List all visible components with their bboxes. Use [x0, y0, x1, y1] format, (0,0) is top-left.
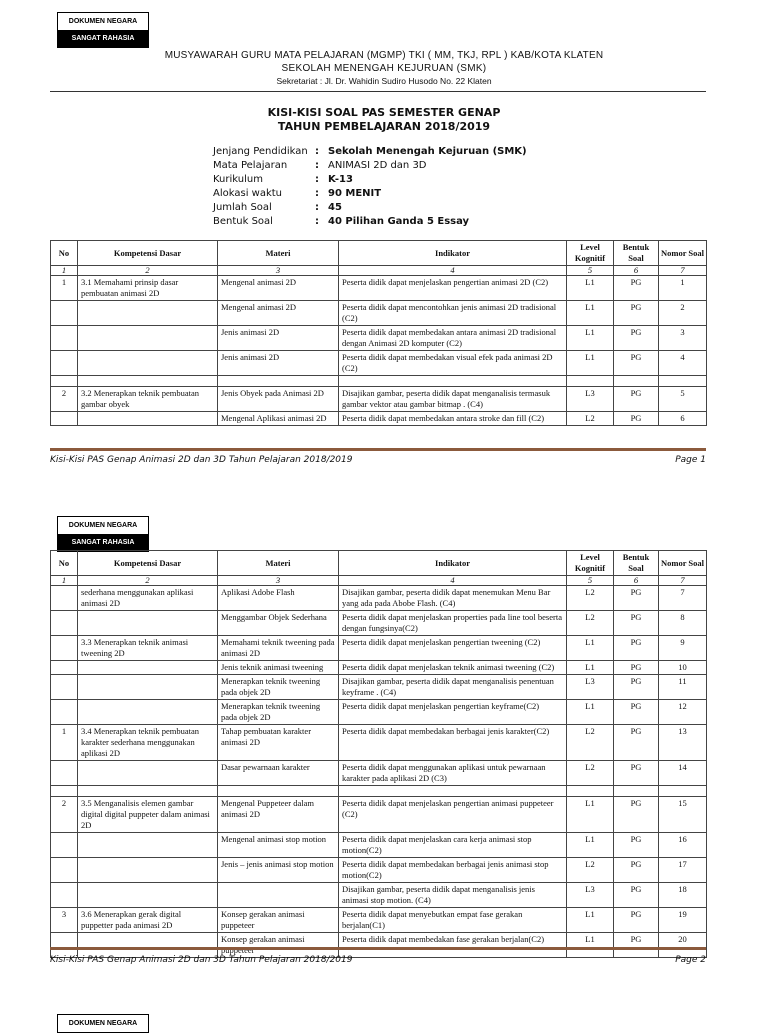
table-row [51, 586, 707, 611]
stamp-line-2: SANGAT RAHASIA [58, 30, 148, 47]
meta-row [213, 187, 527, 201]
cell-nomor: 20 [659, 933, 707, 958]
cell-kd: 3.2 Menerapkan teknik pembuatan gambar obyek [78, 387, 218, 412]
cell-level: L3 [567, 387, 614, 412]
table-row [51, 761, 707, 786]
cell-materi: Konsep gerakan animasi puppeteer [218, 908, 339, 933]
meta-block [213, 145, 527, 229]
stamp-line-1: DOKUMEN NEGARA [58, 13, 148, 30]
cell-nomor: 16 [659, 833, 707, 858]
table-row [51, 611, 707, 636]
cell-no [51, 675, 78, 700]
cell-level: L1 [567, 833, 614, 858]
document-stamp [57, 12, 149, 48]
col-bentuk: Bentuk Soal [614, 241, 659, 266]
meta-key: Jenjang Pendidikan [213, 146, 308, 157]
cell-level: L1 [567, 797, 614, 833]
cell-bentuk: PG [614, 883, 659, 908]
header-address: Sekretariat : Jl. Dr. Wahidin Sudiro Husodo No. 22 Klaten [276, 76, 492, 86]
footer-title: Kisi-Kisi PAS Genap Animasi 2D dan 3D Tahun Pelajaran 2018/2019 [50, 955, 353, 965]
cell-indikator: Peserta didik dapat membedakan visual efek pada animasi 2D (C2) [339, 351, 567, 376]
cell-bentuk: PG [614, 675, 659, 700]
cell-no [51, 833, 78, 858]
cell-materi: Jenis Obyek pada Animasi 2D [218, 387, 339, 412]
cell-nomor: 3 [659, 326, 707, 351]
cell-no [51, 933, 78, 958]
cell-bentuk: PG [614, 908, 659, 933]
cell-level: L1 [567, 326, 614, 351]
cell-kd [78, 301, 218, 326]
col-nomor: Nomor Soal [659, 241, 707, 266]
footer-page-2 [50, 955, 706, 965]
table-row [51, 908, 707, 933]
cell-nomor: 1 [659, 276, 707, 301]
cell-level: L1 [567, 933, 614, 958]
cell-materi: Mengenal Puppeteer dalam animasi 2D [218, 797, 339, 833]
cell-no [51, 700, 78, 725]
cell-materi: Menerapkan teknik tweening pada objek 2D [218, 675, 339, 700]
table-row [51, 326, 707, 351]
cell-kd [78, 761, 218, 786]
cell-level: L1 [567, 301, 614, 326]
cell-indikator: Peserta didik dapat membedakan berbagai jenis animasi stop motion(C2) [339, 858, 567, 883]
stamp-line-1: DOKUMEN NEGARA [58, 517, 148, 534]
meta-key: Alokasi waktu [213, 188, 283, 199]
cell-bentuk: PG [614, 933, 659, 958]
col-materi: Materi [218, 241, 339, 266]
col-bentuk: Bentuk Soal [614, 551, 659, 576]
cell-kd [78, 326, 218, 351]
cell-indikator: Peserta didik dapat menjelaskan teknik animasi tweening (C2) [339, 661, 567, 675]
cell-bentuk: PG [614, 351, 659, 376]
cell-nomor: 7 [659, 586, 707, 611]
meta-key: Mata Pelajaran [213, 160, 288, 171]
cell-materi: Menggambar Objek Sederhana [218, 611, 339, 636]
cell-no [51, 883, 78, 908]
cell-level: L2 [567, 611, 614, 636]
cell-indikator: Peserta didik dapat menjelaskan pengertian animasi puppeteer (C2) [339, 797, 567, 833]
cell-kd [78, 883, 218, 908]
cell-materi: Jenis animasi 2D [218, 326, 339, 351]
table-row [51, 301, 707, 326]
header-org: MUSYAWARAH GURU MATA PELAJARAN (MGMP) TKI ( MM, TKJ, RPL ) KAB/KOTA KLATEN [164, 50, 604, 61]
cell-kd: 3.4 Menerapkan teknik pembuatan karakter sederhana menggunakan aplikasi 2D [78, 725, 218, 761]
table-row [51, 725, 707, 761]
cell-indikator: Peserta didik dapat membedakan antara animasi 2D tradisional dengan Animasi 2D komputer (C2) [339, 326, 567, 351]
cell-nomor: 18 [659, 883, 707, 908]
cell-materi: Mengenal Aplikasi animasi 2D [218, 412, 339, 426]
cell-indikator: Peserta didik dapat membedakan berbagai jenis karakter(C2) [339, 725, 567, 761]
meta-row [213, 145, 527, 159]
kisi-table-page-1 [50, 240, 707, 426]
cell-level: L1 [567, 700, 614, 725]
stamp-line-2: SANGAT RAHASIA [58, 534, 148, 551]
table-row [51, 675, 707, 700]
cell-materi: Jenis – jenis animasi stop motion [218, 858, 339, 883]
cell-indikator: Peserta didik dapat mencontohkan jenis animasi 2D tradisional (C2) [339, 301, 567, 326]
cell-nomor: 11 [659, 675, 707, 700]
cell-materi: Aplikasi Adobe Flash [218, 586, 339, 611]
cell-nomor: 14 [659, 761, 707, 786]
cell-level: L2 [567, 586, 614, 611]
cell-kd: 3.3 Menerapkan teknik animasi tweening 2D [78, 636, 218, 661]
cell-nomor: 8 [659, 611, 707, 636]
col-level: Level Kognitif [567, 551, 614, 576]
cell-indikator: Disajikan gambar, peserta didik dapat menganalisis penentuan keyframe . (C4) [339, 675, 567, 700]
cell-nomor: 9 [659, 636, 707, 661]
cell-indikator: Peserta didik dapat membedakan antara stroke dan fill (C2) [339, 412, 567, 426]
table-row [51, 858, 707, 883]
meta-colon: : [315, 160, 319, 171]
cell-nomor: 15 [659, 797, 707, 833]
cell-level: L1 [567, 636, 614, 661]
cell-level: L1 [567, 661, 614, 675]
cell-materi: Konsep gerakan animasi puppeteer [218, 933, 339, 958]
meta-key: Kurikulum [213, 174, 263, 185]
cell-no: 3 [51, 908, 78, 933]
cell-kd [78, 611, 218, 636]
cell-indikator: Disajikan gambar, peserta didik dapat menemukan Menu Bar yang ada pada Abobe Flash. (C4) [339, 586, 567, 611]
cell-indikator: Peserta didik dapat menjelaskan pengertian animasi 2D (C2) [339, 276, 567, 301]
meta-colon: : [315, 202, 319, 213]
cell-nomor: 10 [659, 661, 707, 675]
table-row [51, 883, 707, 908]
cell-no: 2 [51, 797, 78, 833]
col-kd: Kompetensi Dasar [78, 241, 218, 266]
cell-bentuk: PG [614, 412, 659, 426]
cell-materi: Menerapkan teknik tweening pada objek 2D [218, 700, 339, 725]
cell-level: L1 [567, 908, 614, 933]
cell-no [51, 586, 78, 611]
table-row [51, 276, 707, 301]
doc-title-1: KISI-KISI SOAL PAS SEMESTER GENAP [267, 106, 501, 119]
cell-bentuk: PG [614, 276, 659, 301]
cell-nomor: 19 [659, 908, 707, 933]
meta-colon: : [315, 188, 319, 199]
table-row [51, 376, 707, 387]
cell-indikator: Peserta didik dapat menjelaskan cara kerja animasi stop motion(C2) [339, 833, 567, 858]
meta-colon: : [315, 174, 319, 185]
cell-materi: Mengenal animasi 2D [218, 301, 339, 326]
cell-indikator: Peserta didik dapat menjelaskan pengertian tweening (C2) [339, 636, 567, 661]
cell-level: L2 [567, 725, 614, 761]
col-materi: Materi [218, 551, 339, 576]
cell-bentuk: PG [614, 636, 659, 661]
meta-key: Jumlah Soal [213, 202, 272, 213]
cell-no [51, 326, 78, 351]
column-number-row: 1 2 3 4 5 6 7 [51, 576, 707, 586]
meta-value: K-13 [328, 174, 353, 185]
table-row [51, 786, 707, 797]
cell-nomor: 4 [659, 351, 707, 376]
cell-materi: Jenis animasi 2D [218, 351, 339, 376]
cell-level: L1 [567, 351, 614, 376]
document-stamp-page-2 [57, 516, 149, 552]
cell-no [51, 611, 78, 636]
kisi-table-page-2 [50, 550, 707, 958]
table-row [51, 833, 707, 858]
stamp-line-1: DOKUMEN NEGARA [58, 1015, 148, 1032]
cell-indikator: Peserta didik dapat menggunakan aplikasi untuk pewarnaan karakter pada aplikasi 2D (C3) [339, 761, 567, 786]
table-row [51, 636, 707, 661]
cell-level: L3 [567, 675, 614, 700]
meta-value: 40 Pilihan Ganda 5 Essay [328, 216, 470, 227]
table-row [51, 387, 707, 412]
cell-no [51, 661, 78, 675]
cell-level: L2 [567, 858, 614, 883]
col-indikator: Indikator [339, 241, 567, 266]
header-rule [50, 91, 706, 92]
cell-bentuk: PG [614, 661, 659, 675]
cell-kd [78, 858, 218, 883]
cell-indikator: Disajikan gambar, peserta didik dapat menganalisis jenis animasi stop motion. (C4) [339, 883, 567, 908]
meta-colon: : [315, 146, 319, 157]
cell-bentuk: PG [614, 797, 659, 833]
cell-bentuk: PG [614, 725, 659, 761]
table-row [51, 797, 707, 833]
col-no: No [51, 241, 78, 266]
page-number-2: Page 2 [675, 955, 706, 965]
cell-bentuk: PG [614, 833, 659, 858]
meta-value: Sekolah Menengah Kejuruan (SMK) [328, 146, 527, 157]
col-kd: Kompetensi Dasar [78, 551, 218, 576]
cell-no: 2 [51, 387, 78, 412]
cell-no [51, 412, 78, 426]
cell-no: 1 [51, 725, 78, 761]
col-no: No [51, 551, 78, 576]
meta-row [213, 159, 527, 173]
cell-kd: 3.5 Menganalisis elemen gambar digital digital puppeter dalam animasi 2D [78, 797, 218, 833]
cell-kd [78, 351, 218, 376]
footer-title: Kisi-Kisi PAS Genap Animasi 2D dan 3D Tahun Pelajaran 2018/2019 [50, 455, 353, 465]
cell-nomor: 17 [659, 858, 707, 883]
cell-no [51, 636, 78, 661]
cell-level: L2 [567, 412, 614, 426]
cell-materi: Mengenal animasi stop motion [218, 833, 339, 858]
cell-bentuk: PG [614, 387, 659, 412]
page-2-bottom-rule [50, 947, 706, 950]
cell-bentuk: PG [614, 326, 659, 351]
cell-level: L2 [567, 761, 614, 786]
table-row [51, 933, 707, 958]
page-number-1: Page 1 [675, 455, 706, 465]
cell-indikator: Peserta didik dapat membedakan fase gerakan berjalan(C2) [339, 933, 567, 958]
meta-row [213, 173, 527, 187]
meta-row [213, 201, 527, 215]
cell-bentuk: PG [614, 301, 659, 326]
cell-level: L1 [567, 276, 614, 301]
table-row [51, 351, 707, 376]
cell-indikator: Peserta didik dapat menjelaskan properties pada line tool beserta dengan fungsinya(C2) [339, 611, 567, 636]
cell-materi: Tahap pembuatan karakter animasi 2D [218, 725, 339, 761]
cell-nomor: 12 [659, 700, 707, 725]
cell-no [51, 301, 78, 326]
cell-level: L3 [567, 883, 614, 908]
cell-kd [78, 833, 218, 858]
cell-bentuk: PG [614, 700, 659, 725]
cell-kd: 3.6 Menerapkan gerak digital puppetter pada animasi 2D [78, 908, 218, 933]
cell-bentuk: PG [614, 611, 659, 636]
cell-no [51, 858, 78, 883]
meta-value: 90 MENIT [328, 188, 382, 199]
cell-materi: Memahami teknik tweening pada animasi 2D [218, 636, 339, 661]
cell-kd [78, 661, 218, 675]
page-1-bottom-rule [50, 448, 706, 451]
footer-page-1 [50, 455, 706, 465]
table-row [51, 661, 707, 675]
cell-kd [78, 675, 218, 700]
cell-nomor: 6 [659, 412, 707, 426]
cell-bentuk: PG [614, 858, 659, 883]
meta-row [213, 215, 527, 229]
col-level: Level Kognitif [567, 241, 614, 266]
cell-kd: 3.1 Memahami prinsip dasar pembuatan animasi 2D [78, 276, 218, 301]
cell-materi: Mengenal animasi 2D [218, 276, 339, 301]
cell-nomor: 2 [659, 301, 707, 326]
cell-indikator: Disajikan gambar, peserta didik dapat menganalisis termasuk gambar vektor atau gambar bitmap . (C4) [339, 387, 567, 412]
cell-bentuk: PG [614, 586, 659, 611]
col-nomor: Nomor Soal [659, 551, 707, 576]
cell-indikator: Peserta didik dapat menjelaskan pengertian keyframe(C2) [339, 700, 567, 725]
cell-kd [78, 933, 218, 958]
cell-materi [218, 883, 339, 908]
cell-no: 1 [51, 276, 78, 301]
meta-key: Bentuk Soal [213, 216, 273, 227]
cell-nomor: 5 [659, 387, 707, 412]
cell-no [51, 761, 78, 786]
meta-value: 45 [328, 202, 342, 213]
table-row [51, 700, 707, 725]
cell-materi: Jenis teknik animasi tweening [218, 661, 339, 675]
cell-kd [78, 700, 218, 725]
header-school: SEKOLAH MENENGAH KEJURUAN (SMK) [281, 63, 487, 74]
meta-colon: : [315, 216, 319, 227]
cell-materi: Dasar pewarnaan karakter [218, 761, 339, 786]
column-number-row: 1 2 3 4 5 6 7 [51, 266, 707, 276]
col-indikator: Indikator [339, 551, 567, 576]
table-row [51, 412, 707, 426]
cell-no [51, 351, 78, 376]
doc-title-2: TAHUN PEMBELAJARAN 2018/2019 [277, 120, 491, 133]
cell-bentuk: PG [614, 761, 659, 786]
cell-indikator: Peserta didik dapat menyebutkan empat fase gerakan berjalan(C1) [339, 908, 567, 933]
meta-value: ANIMASI 2D dan 3D [328, 160, 427, 171]
cell-kd [78, 412, 218, 426]
cell-nomor: 13 [659, 725, 707, 761]
cell-kd: sederhana menggunakan aplikasi animasi 2D [78, 586, 218, 611]
